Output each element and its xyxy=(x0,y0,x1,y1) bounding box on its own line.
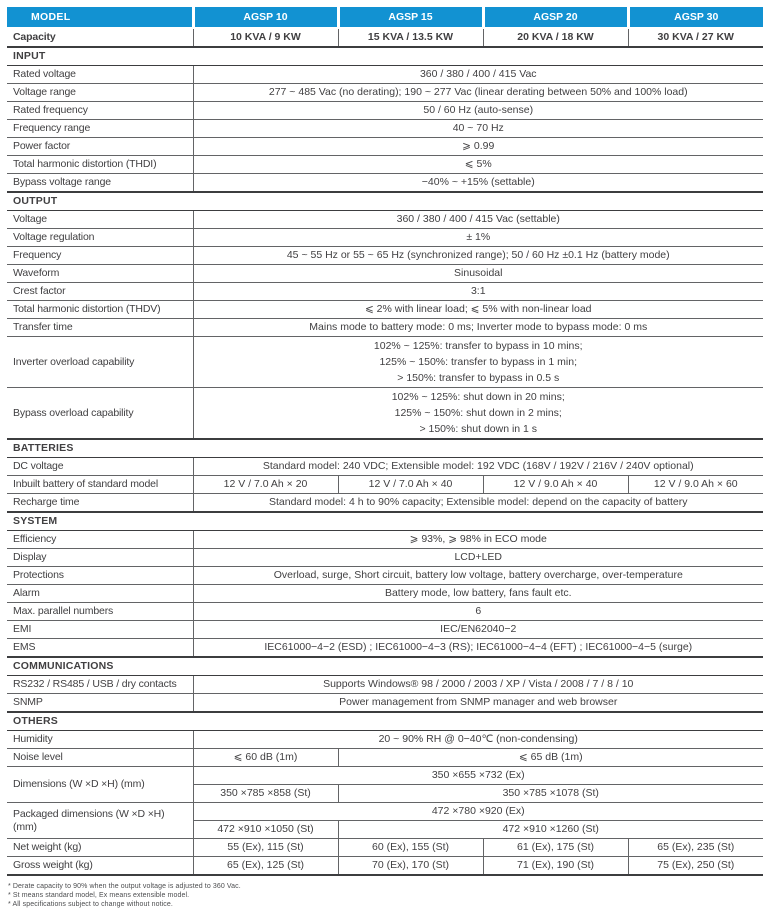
spec-row xyxy=(7,639,763,658)
spec-value: 30 KVA / 27 KW xyxy=(628,28,763,47)
spec-label: Protections xyxy=(7,567,193,585)
spec-row xyxy=(7,476,763,494)
spec-row xyxy=(7,676,763,694)
spec-value: 360 / 380 / 400 / 415 Vac (settable) xyxy=(193,211,763,229)
spec-label: Humidity xyxy=(7,731,193,749)
section-title: BATTERIES xyxy=(7,439,763,458)
spec-label: Total harmonic distortion (THDI) xyxy=(7,156,193,174)
spec-table-body xyxy=(7,7,763,875)
spec-sheet-page xyxy=(0,7,771,909)
spec-label: EMI xyxy=(7,621,193,639)
spec-label: Gross weight (kg) xyxy=(7,857,193,876)
spec-label: SNMP xyxy=(7,694,193,713)
spec-label: Transfer time xyxy=(7,319,193,337)
spec-label: Display xyxy=(7,549,193,567)
spec-value: 65 (Ex), 125 (St) xyxy=(193,857,338,876)
section-title: OTHERS xyxy=(7,712,763,731)
section-row xyxy=(7,47,763,66)
model-column-title: MODEL xyxy=(7,7,193,28)
spec-label: Capacity xyxy=(7,28,193,47)
spec-label: Dimensions (W ×D ×H) (mm) xyxy=(7,767,193,803)
spec-label: Rated frequency xyxy=(7,102,193,120)
spec-value: Sinusoidal xyxy=(193,265,763,283)
spec-row xyxy=(7,247,763,265)
spec-value: 70 (Ex), 170 (St) xyxy=(338,857,483,876)
spec-label: Max. parallel numbers xyxy=(7,603,193,621)
spec-label: Waveform xyxy=(7,265,193,283)
spec-value-line: 102% ~ 125%: shut down in 20 mins; xyxy=(391,391,565,403)
spec-value: 45 ~ 55 Hz or 55 ~ 65 Hz (synchronized range); 50 / 60 Hz ±0.1 Hz (battery mode) xyxy=(193,247,763,265)
spec-table xyxy=(7,7,763,876)
spec-row xyxy=(7,567,763,585)
spec-row xyxy=(7,229,763,247)
capacity-row xyxy=(7,28,763,47)
spec-row xyxy=(7,120,763,138)
spec-value: 472 ×780 ×920 (Ex) xyxy=(193,803,763,821)
spec-label: Total harmonic distortion (THDV) xyxy=(7,301,193,319)
spec-value: 60 (Ex), 155 (St) xyxy=(338,839,483,857)
spec-value xyxy=(193,388,763,440)
spec-row xyxy=(7,66,763,84)
spec-row xyxy=(7,265,763,283)
spec-value: 65 (Ex), 235 (St) xyxy=(628,839,763,857)
spec-row xyxy=(7,694,763,713)
spec-row xyxy=(7,174,763,193)
spec-value: 40 ~ 70 Hz xyxy=(193,120,763,138)
spec-value: 12 V / 9.0 Ah × 60 xyxy=(628,476,763,494)
section-title: SYSTEM xyxy=(7,512,763,531)
spec-value: 20 ~ 90% RH @ 0−40℃ (non-condensing) xyxy=(193,731,763,749)
spec-value: IEC/EN62040−2 xyxy=(193,621,763,639)
spec-label: Efficiency xyxy=(7,531,193,549)
section-title: OUTPUT xyxy=(7,192,763,211)
spec-value: 50 / 60 Hz (auto-sense) xyxy=(193,102,763,120)
spec-value: 10 KVA / 9 KW xyxy=(193,28,338,47)
spec-row xyxy=(7,603,763,621)
spec-label: Rated voltage xyxy=(7,66,193,84)
section-title: INPUT xyxy=(7,47,763,66)
spec-value: Power management from SNMP manager and web browser xyxy=(193,694,763,713)
spec-row xyxy=(7,84,763,102)
spec-value-line: 102% ~ 125%: transfer to bypass in 10 mins; xyxy=(373,340,583,352)
spec-value: IEC61000−4−2 (ESD) ; IEC61000−4−3 (RS); IEC61000−4−4 (EFT) ; IEC61000−4−5 (surge) xyxy=(193,639,763,658)
spec-label: Net weight (kg) xyxy=(7,839,193,857)
spec-label: RS232 / RS485 / USB / dry contacts xyxy=(7,676,193,694)
spec-value: Supports Windows® 98 / 2000 / 2003 / XP / Vista / 2008 / 7 / 8 / 10 xyxy=(193,676,763,694)
spec-value: 472 ×910 ×1260 (St) xyxy=(338,821,763,839)
model-header-row xyxy=(7,7,763,28)
spec-value: ⩽ 60 dB (1m) xyxy=(193,749,338,767)
spec-value: ⩾ 93%, ⩾ 98% in ECO mode xyxy=(193,531,763,549)
spec-value: ⩽ 2% with linear load; ⩽ 5% with non-linear load xyxy=(193,301,763,319)
spec-value: 350 ×655 ×732 (Ex) xyxy=(193,767,763,785)
section-row xyxy=(7,439,763,458)
spec-row xyxy=(7,749,763,767)
spec-value xyxy=(193,337,763,388)
footnote: * St means standard model, Ex means extensible model. xyxy=(8,892,190,899)
section-row xyxy=(7,712,763,731)
spec-row xyxy=(7,138,763,156)
spec-label: Frequency range xyxy=(7,120,193,138)
spec-value: ⩾ 0.99 xyxy=(193,138,763,156)
spec-value: ⩽ 5% xyxy=(193,156,763,174)
spec-label: Voltage regulation xyxy=(7,229,193,247)
spec-label: Bypass voltage range xyxy=(7,174,193,193)
spec-value-line: > 150%: shut down in 1 s xyxy=(419,423,538,435)
section-row xyxy=(7,657,763,676)
spec-value: 472 ×910 ×1050 (St) xyxy=(193,821,338,839)
spec-value: 61 (Ex), 175 (St) xyxy=(483,839,628,857)
spec-value: 360 / 380 / 400 / 415 Vac xyxy=(193,66,763,84)
spec-value: −40% ~ +15% (settable) xyxy=(193,174,763,193)
spec-label: Voltage range xyxy=(7,84,193,102)
spec-value-line: 125% ~ 150%: transfer to bypass in 1 min; xyxy=(379,356,578,368)
footnote: * Derate capacity to 90% when the output voltage is adjusted to 360 Vac. xyxy=(8,883,241,890)
spec-row xyxy=(7,337,763,388)
model-name: AGSP 10 xyxy=(193,7,338,28)
spec-value: 20 KVA / 18 KW xyxy=(483,28,628,47)
spec-label: Packaged dimensions (W ×D ×H) (mm) xyxy=(7,803,193,839)
spec-value: 15 KVA / 13.5 KW xyxy=(338,28,483,47)
spec-row xyxy=(7,301,763,319)
spec-label: Power factor xyxy=(7,138,193,156)
spec-value: 12 V / 9.0 Ah × 40 xyxy=(483,476,628,494)
spec-label: Inbuilt battery of standard model xyxy=(7,476,193,494)
spec-row xyxy=(7,857,763,876)
spec-row xyxy=(7,621,763,639)
spec-label: Recharge time xyxy=(7,494,193,513)
spec-value: 12 V / 7.0 Ah × 40 xyxy=(338,476,483,494)
spec-label: Noise level xyxy=(7,749,193,767)
spec-row xyxy=(7,585,763,603)
spec-value-line: > 150%: transfer to bypass in 0.5 s xyxy=(397,372,560,384)
spec-value: 277 ~ 485 Vac (no derating); 190 ~ 277 Vac (linear derating between 50% and 100% load) xyxy=(193,84,763,102)
spec-row xyxy=(7,531,763,549)
footnote: * All specifications subject to change without notice. xyxy=(8,901,173,908)
spec-row xyxy=(7,319,763,337)
spec-label: Alarm xyxy=(7,585,193,603)
spec-label: Crest factor xyxy=(7,283,193,301)
spec-value: ± 1% xyxy=(193,229,763,247)
footnotes xyxy=(8,882,771,909)
spec-label: Voltage xyxy=(7,211,193,229)
spec-row xyxy=(7,731,763,749)
spec-row xyxy=(7,156,763,174)
spec-row xyxy=(7,549,763,567)
spec-value: 71 (Ex), 190 (St) xyxy=(483,857,628,876)
spec-label: EMS xyxy=(7,639,193,658)
model-name: AGSP 30 xyxy=(628,7,763,28)
spec-value-line: 125% ~ 150%: shut down in 2 mins; xyxy=(394,407,562,419)
spec-value: 6 xyxy=(193,603,763,621)
spec-value: ⩽ 65 dB (1m) xyxy=(338,749,763,767)
spec-label: Frequency xyxy=(7,247,193,265)
model-name: AGSP 15 xyxy=(338,7,483,28)
spec-row xyxy=(7,283,763,301)
section-row xyxy=(7,192,763,211)
spec-label: DC voltage xyxy=(7,458,193,476)
spec-value: 75 (Ex), 250 (St) xyxy=(628,857,763,876)
spec-row xyxy=(7,767,763,785)
model-name: AGSP 20 xyxy=(483,7,628,28)
spec-row xyxy=(7,839,763,857)
spec-row xyxy=(7,388,763,440)
spec-row xyxy=(7,494,763,513)
spec-row xyxy=(7,803,763,821)
spec-label: Bypass overload capability xyxy=(7,388,193,440)
spec-value: Overload, surge, Short circuit, battery low voltage, battery overcharge, over-temperature xyxy=(193,567,763,585)
spec-value: 12 V / 7.0 Ah × 20 xyxy=(193,476,338,494)
spec-value: Standard model: 240 VDC; Extensible model: 192 VDC (168V / 192V / 216V / 240V optional) xyxy=(193,458,763,476)
section-title: COMMUNICATIONS xyxy=(7,657,763,676)
spec-value: LCD+LED xyxy=(193,549,763,567)
spec-row xyxy=(7,458,763,476)
spec-row xyxy=(7,102,763,120)
spec-row xyxy=(7,211,763,229)
spec-value: Battery mode, low battery, fans fault etc. xyxy=(193,585,763,603)
spec-label: Inverter overload capability xyxy=(7,337,193,388)
spec-value: Mains mode to battery mode: 0 ms; Inverter mode to bypass mode: 0 ms xyxy=(193,319,763,337)
spec-value: Standard model: 4 h to 90% capacity; Extensible model: depend on the capacity of battery xyxy=(193,494,763,513)
spec-value: 3:1 xyxy=(193,283,763,301)
section-row xyxy=(7,512,763,531)
spec-value: 350 ×785 ×1078 (St) xyxy=(338,785,763,803)
spec-value: 350 ×785 ×858 (St) xyxy=(193,785,338,803)
spec-value: 55 (Ex), 115 (St) xyxy=(193,839,338,857)
